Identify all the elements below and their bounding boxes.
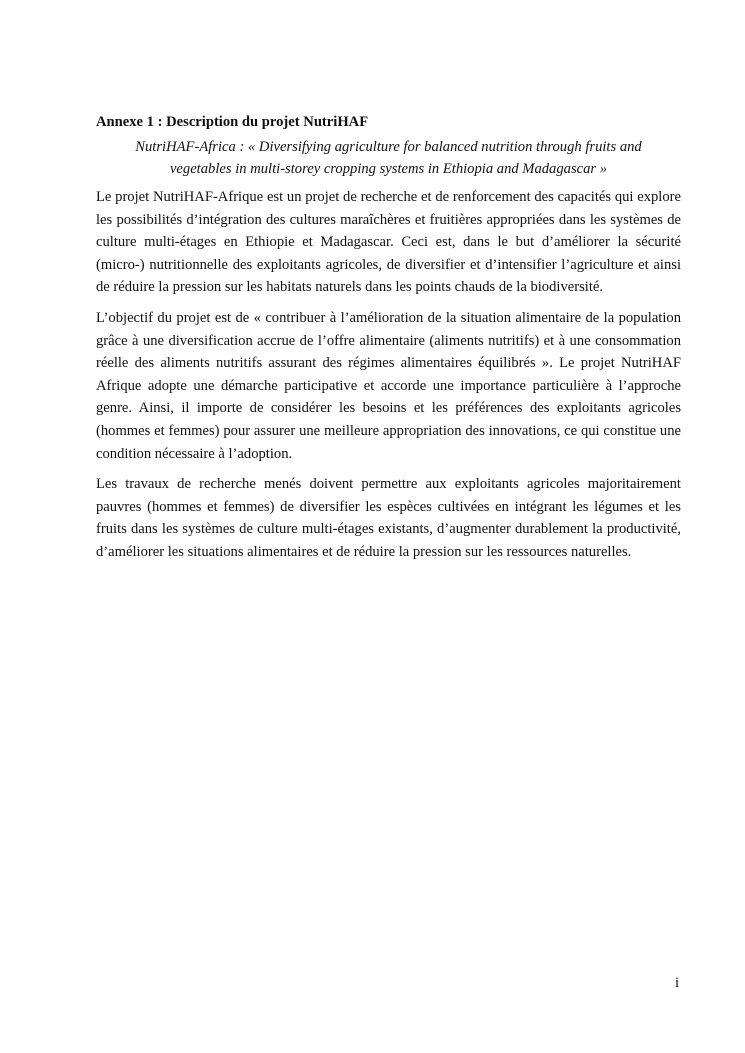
paragraph-intro: Le projet NutriHAF-Afrique est un projet de recherche et de renforcement des capacités qui explore les possibilités d’intégration des cultures maraîchères et fruitières appropriées dans les systèmes de culture multi-étages en Ethiopie et Madagascar. Ceci est, dans le but d’améliorer la sécurité (micro-) nutritionnelle des exploitants agricoles, de diversifier et d’intensifier l’agriculture et ainsi de réduire la pression sur les habitats naturels dans les points chauds de la biodiversité. <box>96 189 681 296</box>
paragraph-objective: L’objectif du projet est de « contribuer à l’amélioration de la situation alimentaire de la population grâce à une diversification accrue de l’offre alimentaire (aliments nutritifs) et à une consommation réelle des aliments nutritifs assurant des régimes alimentaires équilibrés ». Le projet NutriHAF Afrique adopte une démarche participative et accorde une importance particulière à l’approche genre. Ainsi, il importe de considérer les besoins et les préférences des exploitants agricoles (hommes et femmes) pour assurer une meilleure appropriation des innovations, ce qui constitue une condition nécessaire à l’adoption. <box>96 309 681 462</box>
page-number: i <box>674 975 679 991</box>
project-subtitle: NutriHAF-Africa : « Diversifying agriculture for balanced nutrition through fruits and vegetables in multi-storey cropping systems in Ethiopia and Madagascar » <box>135 139 642 177</box>
paragraph-research: Les travaux de recherche menés doivent permettre aux exploitants agricoles majoritairement pauvres (hommes et femmes) de diversifier les espèces cultivées en intégrant les légumes et les fruits dans les systèmes de culture multi-étages existants, d’augmenter durablement la productivité, d’améliorer les situations alimentaires et de réduire la pression sur les ressources naturelles. <box>96 476 681 560</box>
document-page <box>96 112 681 572</box>
annex-heading: Annexe 1 : Description du projet NutriHAF <box>96 114 369 130</box>
